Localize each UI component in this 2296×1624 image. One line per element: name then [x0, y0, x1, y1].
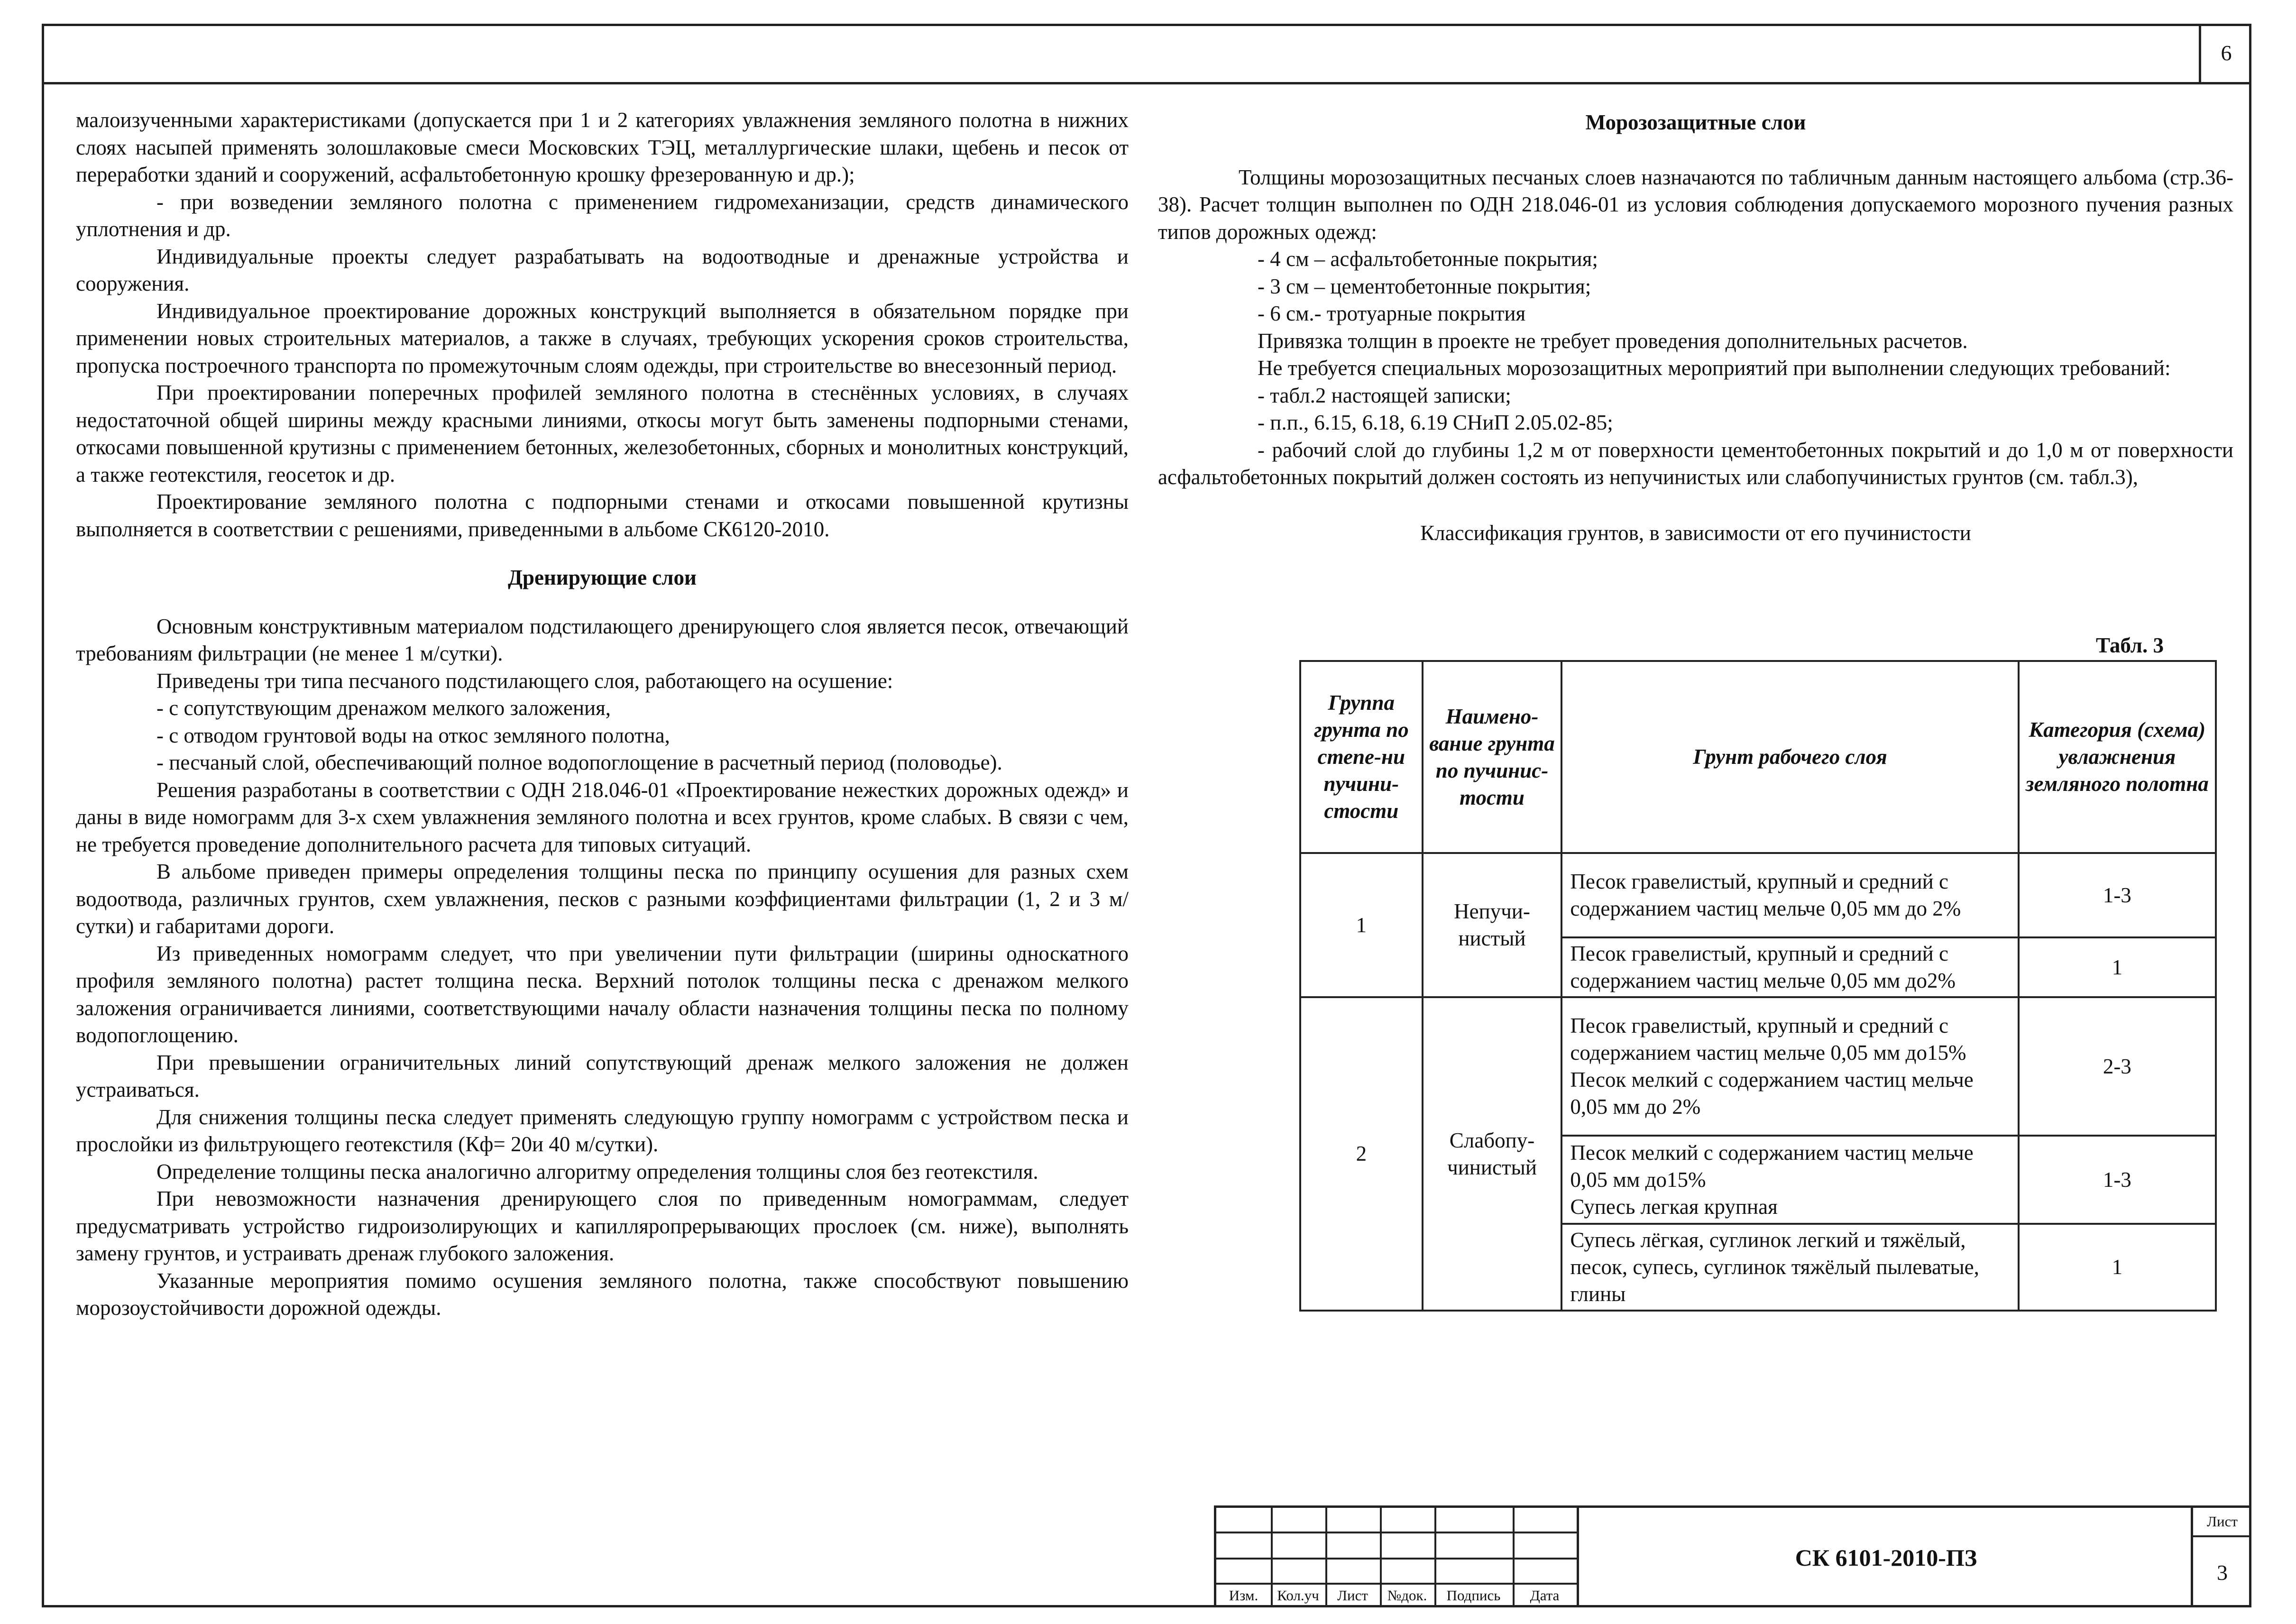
paragraph: Индивидуальное проектирование дорожных конструкций выполняется в обязательном порядке при применении новых строительных материалов, а также в случаях, требующих ускорения сроков строительства, пропуска построечного транспорта по промежуточным слоям одежды, при строительстве во внесезонный период. [76, 299, 1129, 377]
category-cell: 1 [2019, 1224, 2216, 1311]
list-item: - 6 см.- тротуарные покрытия [1258, 302, 1526, 325]
soil-cell [1561, 997, 2018, 1136]
grid-line [1216, 1558, 1577, 1560]
paragraph: Решения разработаны в соответствии с ОДН 218.046-01 «Проектирование нежестких дорожных одежд» и даны в виде номограмм для 3-х схем увлажнения земляного полотна и всех грунтов, кроме слабых. В связи с чем, не требуется проведение дополнительного расчета для типовых ситуаций. [76, 778, 1129, 856]
sheet-number-box [2191, 1508, 2251, 1607]
title-block [1214, 1505, 2251, 1607]
soil-classification-table [1299, 660, 2217, 1312]
stamp-label-count: Кол.уч [1277, 1587, 1319, 1604]
header-group: Группа грунта по степе-ни пучини-стости [1300, 661, 1423, 853]
left-column [76, 107, 1129, 1322]
paragraph: малоизученными характеристиками (допускается при 1 и 2 категориях увлажнения земляного полотна в нижних слоях насыпей применять золошлаковые смеси Московских ТЭЦ, металлургические шлаки, щебень и песок от переработки зданий и сооружений, асфальтобетонную крошку фрезерованную и др.); [76, 108, 1129, 186]
soil-cell: Песок гравелистый, крупный и средний с содержанием частиц мельче 0,05 мм до 2% [1561, 853, 2018, 937]
soil-text: Песок мелкий с содержанием частиц мельче 0,05 мм до15% [1570, 1140, 1974, 1192]
stamp-label-date: Дата [1530, 1587, 1560, 1604]
paragraph: - при возведении земляного полотна с применением гидромеханизации, средств динамического уплотнения и др. [76, 190, 1129, 241]
paragraph: - рабочий слой до глубины 1,2 м от поверхности цементобетонных покрытий и до 1,0 м от поверхности асфальтобетонных покрытий должен состоять из непучинистых или слабопучинистых грунтов (см. табл.3), [1158, 438, 2233, 489]
table-caption: Классификация грунтов, в зависимости от его пучинистости [1420, 521, 1971, 545]
category-cell: 2-3 [2019, 997, 2216, 1136]
paragraph: Индивидуальные проекты следует разрабатывать на водоотводные и дренажные устройства и сооружения. [76, 244, 1129, 295]
paragraph: Приведены три типа песчаного подстилающего слоя, работающего на осушение: [156, 669, 893, 693]
section-heading-drainage: Дренирующие слои [508, 566, 697, 589]
paragraph: Из приведенных номограмм следует, что при увеличении пути фильтрации (ширины односкатного профиля земляного полотна) растет толщина песка. Верхний потолок толщины песка с дренажом мелкого заложения ограничивается линиями, соответствующими началу области назначения толщины песка по полному водопоглощению. [76, 941, 1129, 1047]
category-cell: 1-3 [2019, 1136, 2216, 1224]
table-row [1300, 853, 2216, 937]
name-cell: Слабопу-чинистый [1423, 997, 1562, 1311]
table-row [1300, 997, 2216, 1136]
list-item: - 4 см – асфальтобетонные покрытия; [1258, 247, 1598, 271]
section-heading-frost: Морозозащитные слои [1585, 110, 1806, 134]
paragraph: При проектировании поперечных профилей земляного полотна в стеснённых условиях, в случаях недостаточной общей ширины между красными линиями, откосы могут быть заменены подпорными стенами, откосами повышенной крутизны с применением бетонных, железобетонных, сборных и монолитных конструкций, а также геотекстиля, геосеток и др. [76, 381, 1129, 486]
top-strip [42, 24, 2251, 84]
paragraph: Толщины морозозащитных песчаных слоев назначаются по табличным данным настоящего альбома (стр.36-38). Расчет толщин выполнен по ОДН 218.046-01 из условия соблюдения допускаемого морозного пучения разных типов дорожных одежд: [1158, 165, 2233, 244]
revision-grid [1216, 1508, 1577, 1607]
sheet-number: 3 [2217, 1560, 2228, 1585]
name-cell: Непучи-нистый [1423, 853, 1562, 997]
corner-page-number: 6 [2199, 24, 2251, 82]
group-cell: 1 [1300, 853, 1423, 997]
paragraph: При превышении ограничительных линий сопутствующий дренаж мелкого заложения не должен устраиваться. [76, 1050, 1129, 1101]
paragraph: Проектирование земляного полотна с подпорными стенами и откосами повышенной крутизны выполняется в соответствии с решениями, приведенными в альбоме СК6120-2010. [76, 490, 1129, 541]
stamp-label-change: Изм. [1229, 1587, 1258, 1604]
paragraph: В альбоме приведен примеры определения толщины песка по принципу осушения для разных схем водоотвода, различных грунтов, схем увлажнения, песков с разными коэффициентами фильтрации (1, 2 и 3 м/сутки) и габаритами дороги. [76, 860, 1129, 938]
paragraph: Основным конструктивным материалом подстилающего дренирующего слоя является песок, отвечающий требованиям фильтрации (не менее 1 м/сутки). [76, 614, 1129, 665]
soil-text: Песок гравелистый, крупный и средний с содержанием частиц мельче 0,05 мм до15% [1570, 1014, 1966, 1064]
stamp-label-doc-no: №док. [1387, 1587, 1427, 1604]
paragraph: Не требуется специальных морозозащитных мероприятий при выполнении следующих требований: [1258, 356, 2171, 380]
paragraph: Привязка толщин в проекте не требует проведения дополнительных расчетов. [1258, 329, 1968, 353]
table-number: Табл. 3 [2096, 633, 2164, 657]
stamp-label-signature: Подпись [1446, 1587, 1501, 1604]
sheet-label: Лист [2193, 1508, 2251, 1537]
table-header-row [1300, 661, 2216, 853]
header-category: Категория (схема) увлажнения земляного полотна [2019, 661, 2216, 853]
list-item: - с отводом грунтовой воды на откос земляного полотна, [156, 723, 670, 747]
soil-cell: Супесь лёгкая, суглинок легкий и тяжёлый, песок, супесь, суглинок тяжёлый пылеватые, глины [1561, 1224, 2018, 1311]
list-item: - с сопутствующим дренажом мелкого заложения, [156, 696, 611, 720]
soil-text: Супесь легкая крупная [1570, 1194, 1778, 1219]
document-code: СК 6101-2010-ПЗ [1577, 1508, 2193, 1607]
paragraph: Определение толщины песка аналогично алгоритму определения толщины слоя без геотекстиля. [156, 1159, 1038, 1184]
soil-cell [1561, 1136, 2018, 1224]
category-cell: 1-3 [2019, 853, 2216, 937]
paragraph: Для снижения толщины песка следует применять следующую группу номограмм с устройством песка и прослойки из фильтрующего геотекстиля (Кф= 20и 40 м/сутки). [76, 1105, 1129, 1156]
list-item: - песчаный слой, обеспечивающий полное водопоглощение в расчетный период (половодье). [156, 751, 1002, 774]
soil-text: Песок мелкий с содержанием частиц мельче 0,05 мм до 2% [1570, 1068, 1974, 1119]
soil-cell: Песок гравелистый, крупный и средний с содержанием частиц мельче 0,05 мм до2% [1561, 937, 2018, 997]
list-item: - п.п., 6.15, 6.18, 6.19 СНиП 2.05.02-85; [1258, 411, 1613, 434]
group-cell: 2 [1300, 997, 1423, 1311]
stamp-label-sheet: Лист [1337, 1587, 1368, 1604]
list-item: - 3 см – цементобетонные покрытия; [1258, 274, 1591, 298]
header-soil: Грунт рабочего слоя [1561, 661, 2018, 853]
grid-line [1216, 1532, 1577, 1533]
right-column [1158, 109, 2233, 547]
paragraph: При невозможности назначения дренирующего слоя по приведенным номограммам, следует предусматривать устройство гидроизолирующих и капилляропрерывающих прослоек (см. ниже), выполнять замену грунтов, и устраивать дренаж глубокого заложения. [76, 1187, 1129, 1265]
header-name: Наимено-вание грунта по пучинис-тости [1423, 661, 1562, 853]
paragraph: Указанные мероприятия помимо осушения земляного полотна, также способствуют повышению морозоустойчивости дорожной одежды. [76, 1268, 1129, 1320]
list-item: - табл.2 настоящей записки; [1258, 383, 1511, 407]
category-cell: 1 [2019, 937, 2216, 997]
